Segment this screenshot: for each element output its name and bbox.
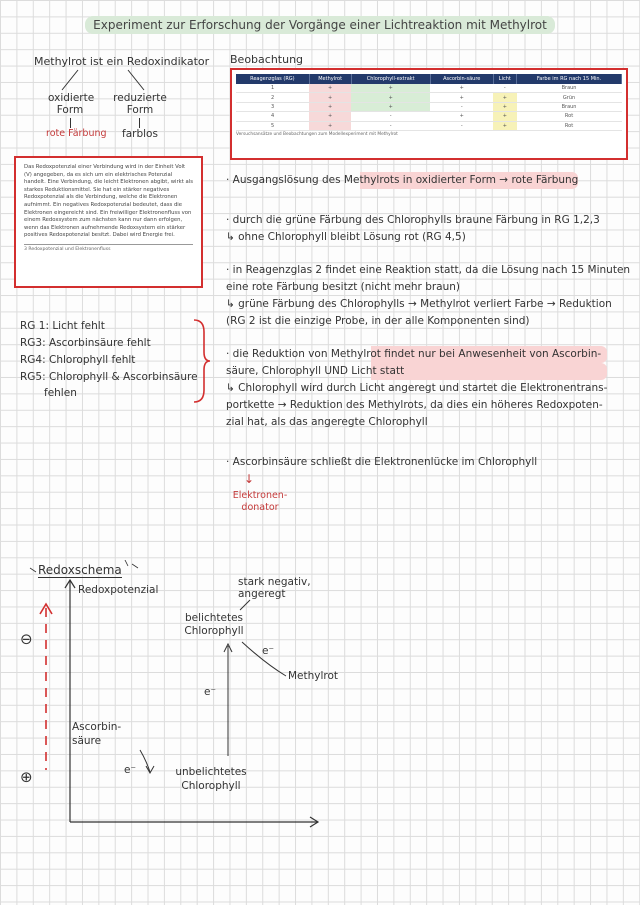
observation-heading: Beobachtung (230, 53, 304, 66)
table-cell: + (493, 93, 516, 102)
column-header: Ascorbin-säure (430, 74, 493, 84)
column-header: Chlorophyll-extrakt (351, 74, 430, 84)
table-cell: + (430, 84, 493, 93)
note-line: ↳ ohne Chlorophyll bleibt Lösung rot (RG 4,5) (226, 231, 466, 243)
table-cell: Rot (517, 112, 622, 121)
table-cell: 1 (236, 84, 309, 93)
redox-info-text: Das Redoxpotenzial einer Verbindung wird in der Einheit Volt (V) angegeben, da es sich um ein elektrisches Potenzial handelt. Eine Verbindung, die leicht Elektronen abgibt, wirkt als starkes Reduktionsmittel. Sie hat ein stärker negatives Redoxpotenzial als die Verbindung, welche die Elektronen aufnimmt. Ein negatives Redoxpotenzial bedeutet, dass die Elektronen eingereicht sind. Ein freiwilliger Elektronenfluss von einem Redoxsystem zum nächsten kann nur dann erfolgen, wenn das Elektronen aufnehmende Redoxsystem ein stärker positives Redoxpotenzial besitzt. Dabei wird Energie frei. (24, 164, 193, 239)
table-cell: + (309, 121, 351, 130)
note-group (226, 212, 600, 246)
table-cell: Rot (517, 121, 622, 130)
arrow-down-icon: ↓ (244, 472, 255, 486)
table-row (236, 121, 622, 130)
table-cell: + (309, 93, 351, 102)
donator-label: Elektronen-donator (232, 490, 288, 513)
list-item: RG3: Ascorbinsäure fehlt (20, 337, 151, 349)
note-group (226, 454, 537, 471)
table-footer: Versuchsansätze und Beobachtungen zum Modellexperiment mit Methylrot (236, 131, 398, 137)
divider-tick (139, 118, 140, 128)
list-item: RG 1: Licht fehlt (20, 320, 105, 332)
observation-table (236, 74, 622, 131)
note-group (226, 346, 607, 431)
table-cell: + (309, 84, 351, 93)
note-line: zial hat, als das angeregte Chlorophyll (226, 416, 428, 428)
column-header: Reagenzglas (RG) (236, 74, 309, 84)
note-line: (RG 2 ist die einzige Probe, in der alle Komponenten sind) (226, 315, 530, 327)
table-cell: 2 (236, 93, 309, 102)
curly-brace (190, 318, 212, 404)
red-color-label: rote Färbung (46, 128, 107, 139)
minus-icon: ⊖ (20, 630, 33, 648)
table-cell: - (493, 84, 516, 93)
table-cell: - (351, 112, 430, 121)
table-cell: - (351, 121, 430, 130)
methylrot-label: Methylrot (288, 670, 339, 682)
note-line: portkette → Reduktion des Methylrots, da dies ein höheres Redoxpoten- (226, 399, 603, 411)
indicator-heading: Methylrot ist ein Redoxindikator (34, 55, 210, 68)
note-line: · in Reagenzglas 2 findet eine Reaktion statt, da die Lösung nach 15 Minuten (226, 264, 631, 276)
strongly-negative-label: stark negativ, angeregt (238, 576, 311, 600)
table-cell: - (430, 121, 493, 130)
excited-chlorophyll-label: belichtetes Chlorophyll (184, 612, 244, 637)
table-row (236, 102, 622, 111)
reduced-form-label: reduzierte Form (113, 92, 167, 116)
schema-heading: Redoxschema (38, 563, 122, 577)
note-line: ↳ Chlorophyll wird durch Licht angeregt und startet die Elektronentrans- (226, 382, 608, 394)
table-cell: 3 (236, 102, 309, 111)
table-row (236, 84, 622, 93)
table-cell: + (351, 102, 430, 111)
table-cell: + (351, 93, 430, 102)
table-cell: - (430, 102, 493, 111)
note-line: · Ascorbinsäure schließt die Elektronenlücke im Chlorophyll (226, 456, 538, 468)
note-line: · die Reduktion von Methylrot findet nur bei Anwesenheit von Ascorbin- (226, 346, 607, 363)
table-cell: 5 (236, 121, 309, 130)
ascorbic-acid-label: Ascorbin-säure (72, 721, 122, 747)
redox-info-caption: 3 Redoxpotenzial und Elektronenfluss (24, 244, 193, 252)
table-row (236, 93, 622, 102)
page-title: Experiment zur Erforschung der Vorgänge einer Lichtreaktion mit Methylrot (0, 14, 640, 33)
table-cell: + (430, 93, 493, 102)
list-item: RG5: Chlorophyll & Ascorbinsäure (20, 371, 198, 383)
electron-label: e⁻ (124, 764, 137, 776)
column-header: Licht (493, 74, 516, 84)
table-cell: + (351, 84, 430, 93)
note-group (226, 262, 630, 330)
observation-table-box (230, 68, 628, 160)
table-row (236, 112, 622, 121)
note-line: ↳ grüne Färbung des Chlorophylls → Methylrot verliert Farbe → Reduktion (226, 298, 612, 310)
list-item: fehlen (44, 387, 77, 399)
table-cell: + (493, 121, 516, 130)
table-cell: + (430, 112, 493, 121)
table-cell: Braun (517, 84, 622, 93)
electron-label: e⁻ (204, 686, 217, 698)
table-cell: Grün (517, 93, 622, 102)
note-line: säure, Chlorophyll UND Licht statt (226, 363, 607, 380)
electron-label: e⁻ (262, 645, 275, 657)
table-cell: Braun (517, 102, 622, 111)
table-cell: + (309, 102, 351, 111)
unexcited-chlorophyll-label: unbelichtetes Chlorophyll (175, 766, 247, 792)
table-cell: 4 (236, 112, 309, 121)
table-cell: + (493, 102, 516, 111)
schema-axis-label: Redoxpotenzial (78, 584, 159, 596)
note-line: · durch die grüne Färbung des Chlorophylls braune Färbung in RG 1,2,3 (226, 214, 600, 226)
colorless-label: farblos (122, 128, 158, 140)
table-cell: + (493, 112, 516, 121)
note-group (226, 172, 578, 189)
plus-icon: ⊕ (20, 768, 33, 786)
redox-schema-diagram (0, 560, 640, 840)
note-line: · Ausgangslösung des Methylrots in oxidierter Form → rote Färbung (226, 172, 578, 189)
redox-info-box (14, 156, 203, 288)
column-header: Farbe im RG nach 15 Min. (517, 74, 622, 84)
table-cell: + (309, 112, 351, 121)
missing-components-list (20, 318, 198, 400)
note-line: eine rote Färbung besitzt (nicht mehr braun) (226, 281, 461, 293)
divider-tick (70, 118, 71, 128)
oxidized-form-label: oxidierte Form (48, 92, 95, 116)
list-item: RG4: Chlorophyll fehlt (20, 354, 136, 366)
column-header: Methylrot (309, 74, 351, 84)
